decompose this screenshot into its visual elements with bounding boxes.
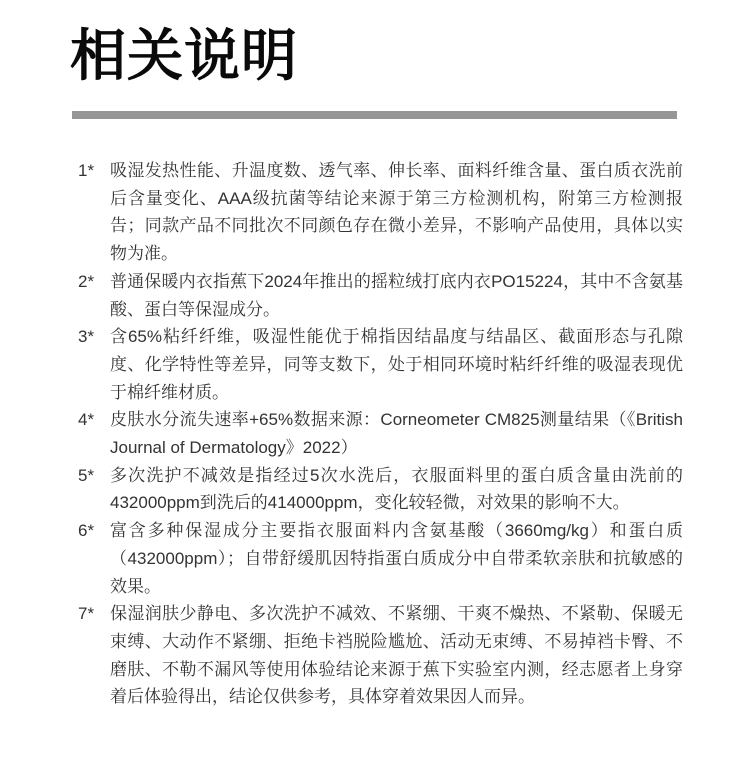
note-item-3 <box>78 323 683 406</box>
note-text: 普通保暖内衣指蕉下2024年推出的摇粒绒打底内衣PO15224，其中不含氨基酸、蛋白等保湿成分。 <box>110 271 683 319</box>
note-item-6 <box>78 517 683 600</box>
note-item-7 <box>78 600 683 711</box>
note-text: 富含多种保湿成分主要指衣服面料内含氨基酸（3660mg/kg）和蛋白质（432000ppm）；自带舒缓肌因特指蛋白质成分中自带柔软亲肤和抗敏感的效果。 <box>110 521 683 596</box>
note-text: 多次洗护不减效是指经过5次水洗后，衣服面料里的蛋白质含量由洗前的432000ppm到洗后的414000ppm，变化较轻微，对效果的影响不大。 <box>110 465 683 513</box>
note-marker: 5* <box>78 465 95 485</box>
note-item-4 <box>78 406 683 461</box>
title-divider-bar <box>72 111 677 119</box>
note-text: 吸湿发热性能、升温度数、透气率、伸长率、面料纤维含量、蛋白质衣洗前后含量变化、AAA级抗菌等结论来源于第三方检测机构，附第三方检测报告；同款产品不同批次不同颜色存在微小差异，不影响产品使用，具体以实物为准。 <box>110 161 683 264</box>
note-marker: 2* <box>78 271 95 291</box>
note-marker: 1* <box>78 161 95 180</box>
note-text: 保湿润肤少静电、多次洗护不减效、不紧绷、干爽不燥热、不紧勒、保暖无束缚、大动作不紧绷、拒绝卡裆脱险尴尬、活动无束缚、不易掉裆卡臀、不磨肤、不勒不漏风等使用体验结论来源于蕉下实验室内测，经志愿者上身穿着后体验得出，结论仅供参考，具体穿着效果因人而异。 <box>110 604 683 707</box>
notes-list <box>78 157 683 711</box>
note-text: 含65%粘纤纤维，吸湿性能优于棉指因结晶度与结晶区、截面形态与孔隙度、化学特性等差异，同等支数下，处于相同环境时粘纤纤维的吸湿表现优于棉纤维材质。 <box>110 327 683 402</box>
note-marker: 7* <box>78 604 95 624</box>
note-text: 皮肤水分流失速率+65%数据来源：Corneometer CM825测量结果（《British Journal of Dermatology》2022） <box>110 410 683 458</box>
note-item-1 <box>78 157 683 268</box>
note-item-5 <box>78 462 683 517</box>
note-marker: 4* <box>78 410 95 430</box>
note-item-2 <box>78 268 683 323</box>
note-marker: 6* <box>78 521 95 541</box>
page-title: 相关说明 <box>70 24 298 87</box>
note-marker: 3* <box>78 327 95 347</box>
